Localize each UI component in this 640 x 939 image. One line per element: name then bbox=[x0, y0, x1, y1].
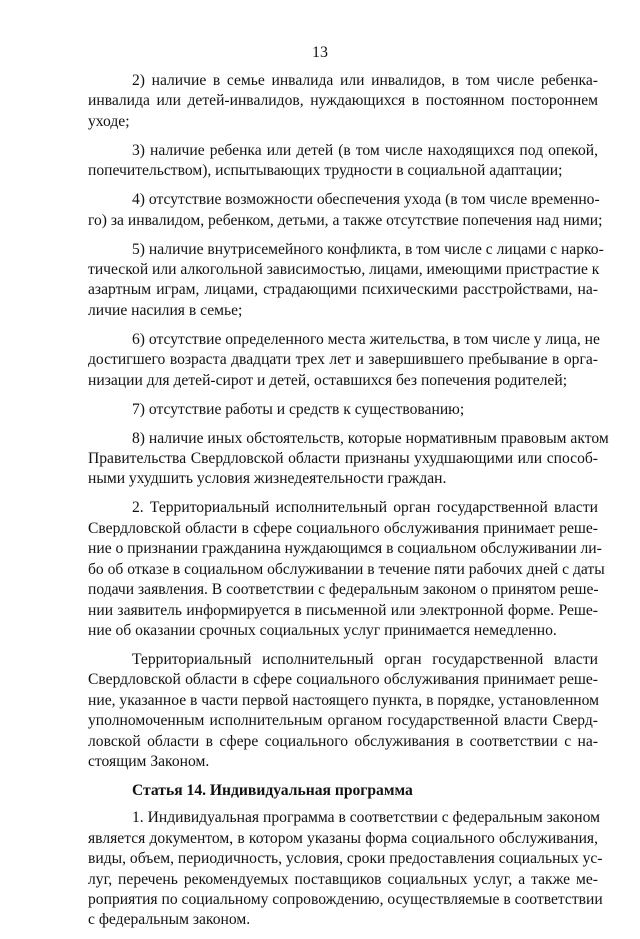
text-line: роприятия по социальному сопровождению, осуществляемые в соответствии bbox=[88, 890, 603, 908]
text-line: бо об отказе в социальном обслуживании в течение пяти рабочих дней с даты bbox=[88, 560, 605, 578]
paragraph bbox=[88, 190, 603, 231]
text-line: 6) отсутствие определенного места жительства, в том числе у лица, не bbox=[132, 330, 600, 348]
text-line: го) за инвалидом, ребенком, детьми, а также отсутствие попечения над ними; bbox=[88, 211, 603, 229]
paragraph bbox=[88, 141, 598, 182]
document-body bbox=[88, 71, 609, 939]
text-line: достигшего возраста двадцати трех лет и завершившего пребывание в орга- bbox=[88, 351, 598, 369]
text-line: уполномоченным исполнительным органом государственной власти Сверд- bbox=[88, 712, 598, 730]
text-line: виды, объем, периодичность, условия, сроки предоставления социальных ус- bbox=[88, 850, 603, 868]
text-line: подачи заявления. В соответствии с федеральным законом о принятом реше- bbox=[88, 581, 599, 599]
text-line: с федеральным законом. bbox=[88, 911, 251, 929]
article-heading: Статья 14. Индивидуальная программа bbox=[132, 781, 413, 799]
text-line: тической или алкогольной зависимостью, лицами, имеющими пристрастие к bbox=[88, 261, 600, 279]
text-line: является документом, в котором указаны форма социального обслуживания, bbox=[88, 829, 598, 847]
text-line: 1. Индивидуальная программа в соответствии с федеральным законом bbox=[132, 809, 600, 827]
paragraph bbox=[88, 71, 598, 132]
text-line: 2) наличие в семье инвалида или инвалидов, в том числе ребенка- bbox=[132, 72, 598, 89]
text-line: ние, указанное в части первой настоящего пункта, в порядке, установленном bbox=[88, 691, 600, 709]
article-paragraph-list bbox=[88, 808, 603, 930]
text-line: инвалида или детей-инвалидов, нуждающихся в постоянном постороннем bbox=[88, 92, 598, 110]
text-line: стоящим Законом. bbox=[88, 752, 210, 770]
text-line: ние о признании гражданина нуждающимся в социальном обслуживании ли- bbox=[88, 540, 602, 558]
text-line: уходе; bbox=[88, 112, 130, 130]
text-line: низации для детей-сирот и детей, оставшихся без попечения родителей; bbox=[88, 371, 568, 389]
text-line: 8) наличие иных обстоятельств, которые нормативным правовым актом bbox=[132, 429, 609, 447]
paragraph bbox=[88, 429, 609, 490]
paragraph bbox=[88, 650, 598, 772]
text-line: 4) отсутствие возможности обеспечения ухода (в том числе временно- bbox=[132, 191, 600, 209]
paragraph bbox=[88, 240, 604, 322]
paragraph bbox=[88, 400, 598, 420]
text-line: попечительством), испытывающих трудности в социальной адаптации; bbox=[88, 162, 563, 180]
text-line: ние об оказании срочных социальных услуг принимается немедленно. bbox=[88, 621, 557, 639]
paragraph bbox=[88, 498, 605, 641]
text-line: 7) отсутствие работы и средств к существованию; bbox=[132, 400, 465, 418]
paragraph bbox=[88, 330, 598, 391]
text-line: 2. Территориальный исполнительный орган государственной власти bbox=[132, 499, 598, 517]
text-line: ными ухудшить условия жизнедеятельности граждан. bbox=[88, 470, 447, 488]
paragraph-list bbox=[88, 71, 609, 772]
text-line: 3) наличие ребенка или детей (в том числе находящихся под опекой, bbox=[132, 141, 598, 159]
text-line: азартным играм, лицами, страдающими психическими расстройствами, на- bbox=[88, 281, 598, 299]
text-line: личие насилия в семье; bbox=[88, 301, 243, 319]
page-number: 13 bbox=[312, 44, 328, 61]
text-line: луг, перечень рекомендуемых поставщиков социальных услуг, а также ме- bbox=[88, 870, 598, 888]
text-line: ловской области в сфере социального обслуживания в соответствии с на- bbox=[88, 732, 598, 750]
text-line: нии заявитель информируется в письменной или электронной форме. Реше- bbox=[88, 601, 598, 619]
text-line: Свердловской области в сфере социального обслуживания принимает реше- bbox=[88, 519, 598, 537]
text-line: Свердловской области в сфере социального обслуживания принимает реше- bbox=[88, 671, 598, 689]
paragraph bbox=[88, 808, 603, 930]
text-line: Правительства Свердловской области признаны ухудшающими или способ- bbox=[88, 450, 598, 468]
text-line: Территориальный исполнительный орган государственной власти bbox=[132, 650, 598, 668]
text-line: 5) наличие внутрисемейного конфликта, в том числе с лицами с нарко- bbox=[132, 240, 604, 258]
